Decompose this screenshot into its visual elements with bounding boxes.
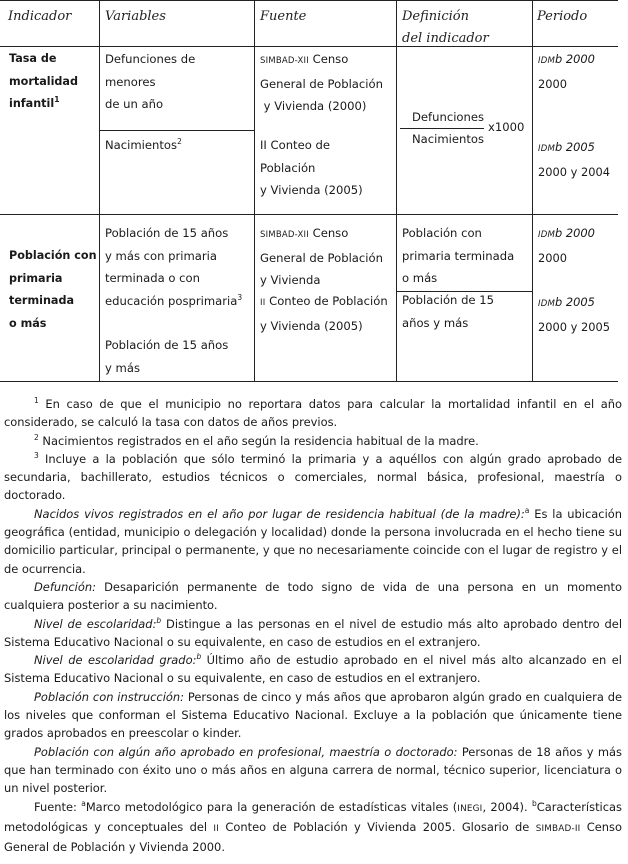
header-bottom-rule: [0, 46, 618, 47]
row2-fuente-line: y Vivienda: [260, 273, 321, 287]
row1-fuente-line: y Vivienda (2000): [260, 99, 367, 113]
row2-def-line: Población de 15: [402, 293, 495, 307]
header-variables: Variables: [105, 9, 166, 24]
row2-periodo-2005: [538, 291, 610, 338]
row2-variable-primaria: [105, 222, 242, 312]
row1-periodo-label: [538, 136, 610, 161]
footnote-text: Nacimientos registrados en el año según la residencia habitual de la madre.: [38, 433, 479, 448]
col-divider-3: [396, 0, 397, 382]
footnote-1: [4, 395, 622, 432]
row1-fuente-conteo: [260, 134, 363, 202]
row1-variable-defunciones: [105, 48, 195, 116]
row1-var-line: Defunciones de: [105, 52, 196, 66]
definition-poblacion-instruccion: [4, 688, 622, 743]
idm-year: b 2000: [555, 226, 595, 240]
source-marker: a: [81, 798, 86, 808]
row2-indicator-line: primaria: [9, 271, 63, 285]
definition-text: Personas de 18 años y más que han terminado con éxito uno o más años en alguna carrera de normal, técnico superior, licenciatura o un nivel posterior.: [4, 744, 622, 796]
formula-bar: [400, 128, 484, 129]
footnote-marker: 3: [34, 450, 39, 460]
row2-fuente-text: Conteo de Población: [269, 294, 388, 308]
source-text: Marco metodológico para la generación de estadísticas vitales (: [85, 799, 458, 814]
header-periodo: Periodo: [537, 9, 588, 24]
row2-def-line: primaria terminada: [402, 248, 515, 263]
idm-label: IDM: [538, 230, 555, 240]
definition-nacidos-vivos: [4, 505, 622, 578]
source-text: , 2004).: [482, 799, 532, 814]
sources: [4, 798, 626, 857]
row1-indicator-line: [9, 93, 78, 116]
footnote-text: Incluye a la población que sólo terminó la primaria y a aquéllos con algún grado aprobado de secundaria, bachillerato, estudios técnicos o comerciales, normal básica, profesional, maestría o doctorado.: [4, 451, 622, 503]
row2-var-line: [105, 290, 242, 313]
row2-periodo-value: 2000 y 2005: [538, 319, 610, 334]
footnote-ref-3: 3: [237, 292, 243, 302]
row2-def-line: años y más: [402, 315, 469, 330]
footnote-ref-1: 1: [54, 95, 60, 104]
row1-indicator: [9, 48, 78, 116]
definition-text: Último año de estudio aprobado en el nivel más alto alcanzado en el Sistema Educativo Nacional o su equivalente, en caso de estudios en el extranjero.: [4, 653, 622, 686]
source-marker: b: [156, 615, 162, 625]
row2-fuente-text: Censo: [312, 226, 349, 240]
row1-var-line: menores: [105, 74, 156, 89]
simbad-label: SIMBAD-XII: [260, 230, 309, 240]
row1-var-b-text: Nacimientos: [105, 138, 178, 152]
row2-def-line: o más: [402, 271, 438, 285]
source-text: Conteo de Población y Vivienda 2005. Glosario de: [219, 819, 536, 834]
row2-periodo-value: 2000: [538, 250, 567, 265]
table-top-rule: [0, 0, 618, 1]
row2-var-line: y más con primaria: [105, 248, 218, 263]
row1-periodo-label: [538, 48, 595, 73]
idm-year: b 2000: [555, 52, 595, 66]
footnote-2: [4, 432, 622, 450]
definition-defuncion: [4, 578, 622, 615]
idm-year: b 2005: [555, 295, 595, 309]
footnote-ref-2: 2: [177, 137, 182, 146]
footnote-3: [4, 450, 622, 505]
inegi-label: INEGI: [457, 803, 483, 814]
row2-fuente-line: y Vivienda (2005): [260, 318, 363, 333]
row1-fuente-line: Población: [260, 160, 316, 175]
definition-text: Personas de cinco y más años que aprobaron algún grado en cualquiera de los niveles que conforman el Sistema Educativo Nacional. Excluye a la población que únicamente tiene grados aprobados en preescolar o kinder.: [4, 689, 623, 741]
row2-fuente-line: [260, 290, 388, 315]
row2-fuente-censo: [260, 222, 383, 292]
row2-indicator-line: terminada: [9, 294, 75, 307]
row2-variable-poblacion: [105, 334, 228, 379]
definition-poblacion-profesional: [4, 743, 622, 798]
row2-periodo-label: [538, 222, 595, 247]
footnote-text: En caso de que el municipio no reportara datos para calcular la mortalidad infantil en el año considerado, se calculó la tasa con datos de años previos.: [4, 397, 622, 430]
row1-periodo-value: 2000 y 2004: [538, 164, 610, 179]
row2-def-line: Población con: [402, 226, 482, 240]
row1-periodo-2000: [538, 48, 595, 95]
col-divider-4: [532, 0, 533, 382]
definition-term: Población con algún año aprobado en profesional, maestría o doctorado:: [34, 744, 458, 759]
definition-text: Es la ubicación geográfica (entidad, municipio o delegación y localidad) donde la persona involucrada en el hecho tiene su domicilio particular, principal o permanente, y que no necesariamente coincide con el lugar de registro y el de ocurrencia.: [4, 506, 622, 576]
row2-periodo-label: [538, 291, 610, 316]
row2-periodo-2000: [538, 222, 595, 269]
col-divider-1: [99, 0, 100, 382]
definition-term: Nivel de escolaridad:: [34, 616, 157, 631]
row2-definition-primaria: [402, 222, 514, 290]
row1-var-line: de un año: [105, 97, 164, 111]
roman-two-label: II: [213, 823, 220, 834]
header-indicador: Indicador: [8, 9, 72, 24]
idm-year: b 2005: [555, 140, 595, 154]
formula-denominator: Nacimientos: [412, 132, 485, 146]
row1-fuente-line: General de Población: [260, 76, 383, 91]
row2-var-line: Población de 15 años: [105, 226, 229, 240]
definition-term: Defunción:: [34, 579, 96, 594]
row1-fuente-censo: [260, 48, 383, 118]
simbad-label: SIMBAD-II: [535, 823, 581, 834]
definition-term: Nivel de escolaridad grado:: [34, 653, 197, 668]
row2-var-text: educación posprimaria: [105, 293, 238, 308]
idm-label: IDM: [538, 144, 555, 154]
definition-term: Población con instrucción:: [34, 689, 184, 704]
row2-var-line: terminada o con: [105, 271, 200, 285]
definition-term: Nacidos vivos registrados en el año por lugar de residencia habitual (de la madre):: [34, 506, 525, 521]
row1-periodo-2005: [538, 136, 610, 183]
row1-indicator-text: infantil: [9, 97, 55, 110]
definition-text: Desaparición permanente de todo signo de vida de una persona en un momento cualquiera posterior a su nacimiento.: [4, 579, 622, 613]
formula-numerator: Defunciones: [412, 110, 485, 124]
source-marker: b: [196, 652, 202, 662]
source-marker: a: [524, 505, 530, 515]
row1-variables-divider: [99, 130, 254, 131]
sources-label: Fuente:: [34, 799, 82, 814]
row1-indicator-line: mortalidad: [9, 74, 78, 88]
col-divider-2: [254, 0, 255, 382]
simbad-label: SIMBAD-XII: [260, 56, 309, 66]
definition-nivel-escolaridad-grado: [4, 651, 622, 688]
idm-label: IDM: [538, 56, 555, 66]
definition-text: Distingue a las personas en el nivel de estudio más alto aprobado dentro del Sistema Educativo Nacional o su equivalente, en caso de estudios en el extranjero.: [4, 616, 622, 649]
row1-fuente-text: Censo: [312, 52, 349, 66]
row2-indicator: [9, 245, 97, 335]
row1-variable-nacimientos: [105, 134, 182, 157]
row1-definition-formula: [400, 110, 530, 150]
row1-indicator-line: Tasa de: [9, 52, 57, 65]
row1-bottom-rule: [0, 214, 618, 215]
row1-fuente-line: II Conteo de: [260, 138, 331, 152]
row2-indicator-line: o más: [9, 316, 47, 330]
notes-section: [4, 395, 626, 856]
idm-label: IDM: [538, 299, 555, 309]
row2-var-line: Población de 15 años: [105, 338, 229, 352]
row2-fuente-line: [260, 222, 383, 247]
row1-fuente-line: y Vivienda (2005): [260, 183, 363, 197]
source-marker: b: [531, 798, 537, 808]
source-text: Características metodológicas y conceptuales del: [4, 799, 626, 834]
footnote-marker: 2: [34, 432, 39, 442]
row2-fuente-line: General de Población: [260, 250, 383, 265]
row2-fuente-conteo: [260, 290, 388, 337]
row1-periodo-value: 2000: [538, 76, 567, 91]
header-definicion-line2: del indicador: [402, 31, 489, 46]
row2-var-line: y más: [105, 360, 140, 375]
roman-two-label: II: [260, 298, 266, 308]
footnote-marker: 1: [34, 396, 39, 405]
source-text: Censo General de Población y Vivienda 2000.: [4, 819, 623, 855]
header-definicion: [402, 6, 489, 50]
formula-multiplier: x1000: [488, 120, 525, 134]
header-definicion-line1: Definición: [402, 9, 469, 24]
row2-definition-poblacion: [402, 289, 494, 334]
row1-fuente-line: [260, 48, 383, 73]
header-fuente: Fuente: [260, 9, 307, 24]
table-bottom-rule: [0, 381, 618, 382]
definition-nivel-escolaridad: [4, 615, 622, 652]
row2-indicator-line: Población con: [9, 249, 97, 262]
